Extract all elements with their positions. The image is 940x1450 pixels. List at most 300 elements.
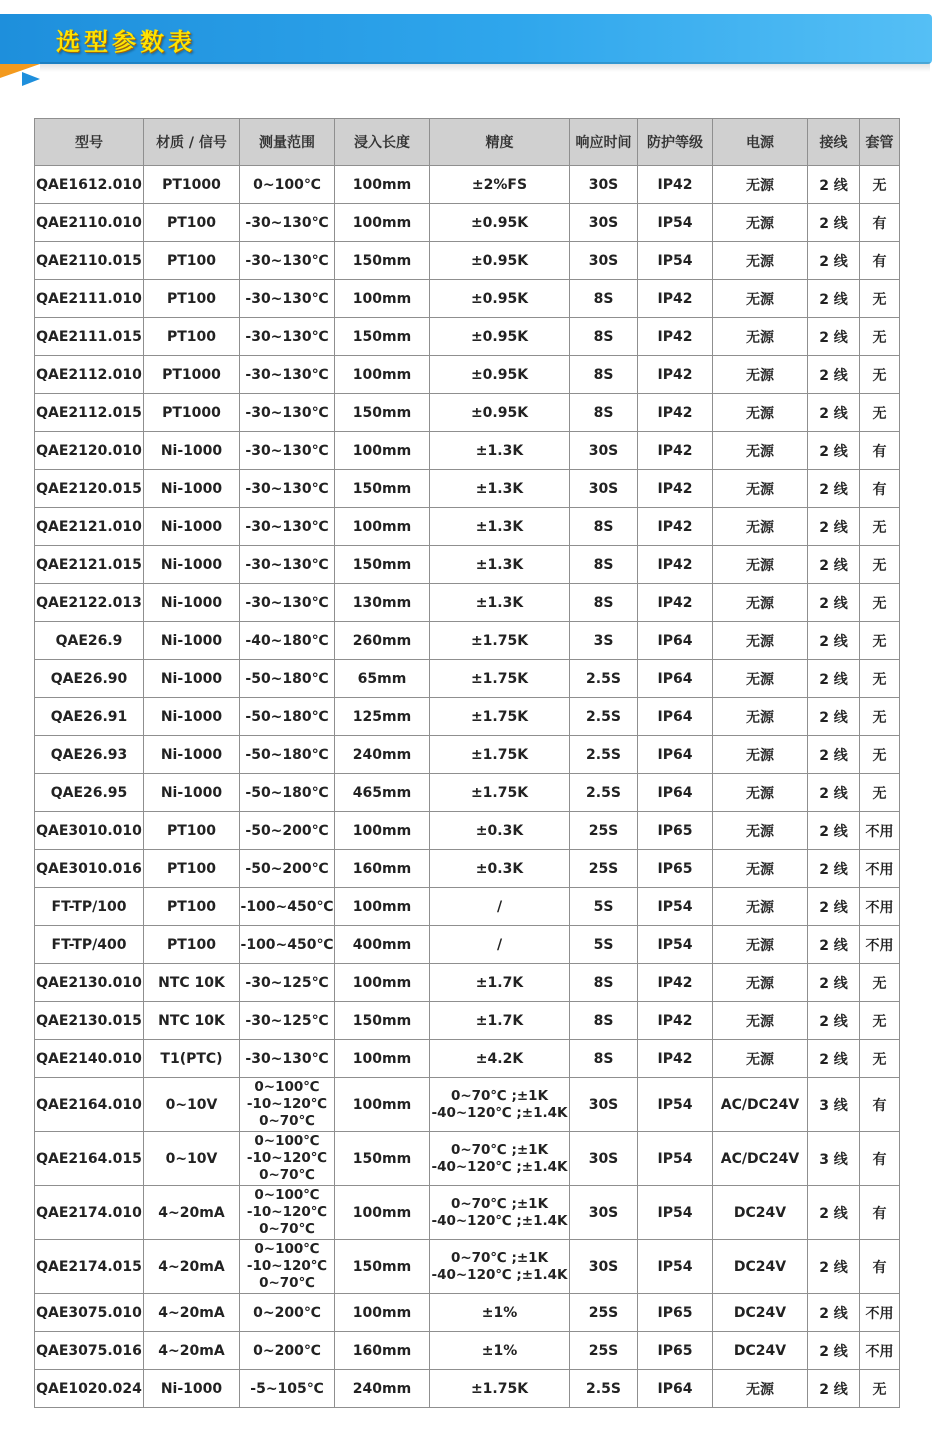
table-row: [35, 660, 900, 698]
cell-model: QAE2112.015: [35, 394, 144, 432]
cell-power: 无源: [713, 660, 808, 698]
cell-response-time: 8S: [570, 318, 638, 356]
cell-power: DC24V: [713, 1186, 808, 1240]
cell-protection: IP65: [638, 1332, 713, 1370]
cell-response-time: 2.5S: [570, 698, 638, 736]
cell-sleeve: 无: [860, 356, 900, 394]
cell-power: 无源: [713, 432, 808, 470]
cell-range: -50~180℃: [240, 698, 335, 736]
cell-power: 无源: [713, 1002, 808, 1040]
cell-wiring: 2 线: [808, 888, 860, 926]
cell-response-time: 25S: [570, 850, 638, 888]
cell-response-time: 2.5S: [570, 1370, 638, 1408]
cell-line: 0~70℃ ;±1K: [450, 1195, 549, 1212]
cell-range: 0~100℃: [240, 166, 335, 204]
cell-length: 100mm: [335, 1186, 430, 1240]
cell-length: 150mm: [335, 394, 430, 432]
cell-length: 260mm: [335, 622, 430, 660]
cell-protection: IP65: [638, 850, 713, 888]
cell-power: AC/DC24V: [713, 1078, 808, 1132]
cell-response-time: 2.5S: [570, 660, 638, 698]
cell-accuracy: ±1%: [430, 1294, 570, 1332]
cell-range: -30~130℃: [240, 546, 335, 584]
cell-wiring: 2 线: [808, 774, 860, 812]
table-row: [35, 432, 900, 470]
cell-response-time: 30S: [570, 1240, 638, 1294]
cell-protection: IP42: [638, 1002, 713, 1040]
cell-model: QAE2112.010: [35, 356, 144, 394]
cell-wiring: 2 线: [808, 394, 860, 432]
cell-material-signal: 4~20mA: [144, 1186, 240, 1240]
cell-length: 150mm: [335, 546, 430, 584]
cell-length: 150mm: [335, 1132, 430, 1186]
cell-length: 100mm: [335, 508, 430, 546]
cell-wiring: 2 线: [808, 584, 860, 622]
cell-response-time: 3S: [570, 622, 638, 660]
cell-protection: IP64: [638, 1370, 713, 1408]
cell-material-signal: Ni-1000: [144, 546, 240, 584]
cell-power: 无源: [713, 584, 808, 622]
cell-power: 无源: [713, 470, 808, 508]
cell-accuracy: ±1.3K: [430, 432, 570, 470]
cell-protection: IP42: [638, 1040, 713, 1078]
page-title: 选型参数表: [56, 28, 196, 56]
table-row: [35, 1132, 900, 1186]
cell-model: QAE2120.015: [35, 470, 144, 508]
cell-line: 0~70℃ ;±1K: [450, 1249, 549, 1266]
cell-accuracy: ±1.3K: [430, 584, 570, 622]
table-row: [35, 964, 900, 1002]
cell-range: [240, 1240, 335, 1294]
cell-material-signal: PT1000: [144, 166, 240, 204]
cell-wiring: 2 线: [808, 432, 860, 470]
column-header-range: 测量范围: [240, 119, 335, 166]
cell-length: 240mm: [335, 736, 430, 774]
cell-material-signal: Ni-1000: [144, 736, 240, 774]
cell-accuracy: [430, 1186, 570, 1240]
cell-material-signal: PT100: [144, 888, 240, 926]
cell-model: QAE2130.015: [35, 1002, 144, 1040]
table-row: [35, 508, 900, 546]
cell-range: [240, 1132, 335, 1186]
cell-accuracy: /: [430, 888, 570, 926]
cell-accuracy: ±0.3K: [430, 812, 570, 850]
cell-model: QAE26.93: [35, 736, 144, 774]
cell-line: -10~120℃: [246, 1204, 328, 1220]
cell-material-signal: 0~10V: [144, 1078, 240, 1132]
cell-sleeve: 无: [860, 280, 900, 318]
cell-material-signal: Ni-1000: [144, 508, 240, 546]
cell-wiring: 2 线: [808, 242, 860, 280]
cell-wiring: 2 线: [808, 964, 860, 1002]
cell-wiring: 2 线: [808, 736, 860, 774]
cell-length: 100mm: [335, 166, 430, 204]
cell-power: DC24V: [713, 1332, 808, 1370]
table-row: [35, 1078, 900, 1132]
cell-model: QAE1020.024: [35, 1370, 144, 1408]
cell-protection: IP42: [638, 470, 713, 508]
cell-power: 无源: [713, 166, 808, 204]
cell-protection: IP54: [638, 242, 713, 280]
cell-protection: IP54: [638, 1186, 713, 1240]
cell-wiring: 2 线: [808, 1002, 860, 1040]
cell-line: 0~70℃ ;±1K: [450, 1087, 549, 1104]
cell-response-time: 8S: [570, 964, 638, 1002]
cell-response-time: 30S: [570, 1186, 638, 1240]
cell-accuracy: ±1.7K: [430, 1002, 570, 1040]
table-row: [35, 1294, 900, 1332]
cell-accuracy: /: [430, 926, 570, 964]
cell-response-time: 30S: [570, 204, 638, 242]
table-row: [35, 1370, 900, 1408]
table-row: [35, 1002, 900, 1040]
cell-wiring: 2 线: [808, 1040, 860, 1078]
cell-wiring: 2 线: [808, 1370, 860, 1408]
cell-range: -50~180℃: [240, 774, 335, 812]
cell-response-time: 2.5S: [570, 736, 638, 774]
cell-range: -40~180℃: [240, 622, 335, 660]
cell-power: 无源: [713, 318, 808, 356]
cell-material-signal: 4~20mA: [144, 1332, 240, 1370]
banner-shadow: [40, 62, 930, 72]
cell-response-time: 30S: [570, 432, 638, 470]
column-header-accuracy: 精度: [430, 119, 570, 166]
table-row: [35, 736, 900, 774]
cell-material-signal: Ni-1000: [144, 774, 240, 812]
cell-protection: IP65: [638, 812, 713, 850]
cell-protection: IP54: [638, 926, 713, 964]
title-banner: [0, 14, 932, 64]
cell-model: QAE2122.013: [35, 584, 144, 622]
cell-sleeve: 无: [860, 698, 900, 736]
cell-sleeve: 有: [860, 432, 900, 470]
cell-protection: IP64: [638, 774, 713, 812]
cell-material-signal: PT1000: [144, 356, 240, 394]
table-row: [35, 622, 900, 660]
cell-length: 65mm: [335, 660, 430, 698]
cell-wiring: 2 线: [808, 1332, 860, 1370]
cell-accuracy: ±1.75K: [430, 736, 570, 774]
cell-range: -30~130℃: [240, 204, 335, 242]
cell-model: QAE3075.010: [35, 1294, 144, 1332]
cell-material-signal: PT1000: [144, 394, 240, 432]
cell-sleeve: 无: [860, 318, 900, 356]
cell-protection: IP54: [638, 1240, 713, 1294]
cell-response-time: 8S: [570, 394, 638, 432]
cell-range: -100~450℃: [240, 888, 335, 926]
cell-accuracy: ±1.75K: [430, 660, 570, 698]
cell-accuracy: ±1.3K: [430, 470, 570, 508]
cell-sleeve: 不用: [860, 850, 900, 888]
cell-power: 无源: [713, 964, 808, 1002]
cell-length: 160mm: [335, 1332, 430, 1370]
cell-line: -10~120℃: [246, 1096, 328, 1112]
cell-wiring: 2 线: [808, 660, 860, 698]
cell-response-time: 30S: [570, 1132, 638, 1186]
cell-power: 无源: [713, 888, 808, 926]
cell-range: -50~180℃: [240, 660, 335, 698]
cell-length: 100mm: [335, 1040, 430, 1078]
cell-wiring: 2 线: [808, 698, 860, 736]
cell-material-signal: PT100: [144, 318, 240, 356]
cell-power: 无源: [713, 394, 808, 432]
cell-wiring: 2 线: [808, 622, 860, 660]
cell-length: 150mm: [335, 470, 430, 508]
cell-model: QAE2110.010: [35, 204, 144, 242]
cell-range: -30~130℃: [240, 242, 335, 280]
cell-sleeve: 无: [860, 660, 900, 698]
column-header-material-signal: 材质 / 信号: [144, 119, 240, 166]
cell-length: 100mm: [335, 964, 430, 1002]
cell-sleeve: 无: [860, 166, 900, 204]
cell-power: 无源: [713, 622, 808, 660]
cell-material-signal: 4~20mA: [144, 1294, 240, 1332]
cell-power: 无源: [713, 812, 808, 850]
cell-accuracy: ±2%FS: [430, 166, 570, 204]
cell-length: 400mm: [335, 926, 430, 964]
cell-sleeve: 无: [860, 546, 900, 584]
cell-accuracy: ±0.3K: [430, 850, 570, 888]
cell-model: QAE2111.010: [35, 280, 144, 318]
cell-model: QAE1612.010: [35, 166, 144, 204]
cell-protection: IP54: [638, 204, 713, 242]
blue-arrow-icon: [22, 72, 40, 86]
cell-model: QAE2110.015: [35, 242, 144, 280]
cell-response-time: 30S: [570, 470, 638, 508]
cell-accuracy: ±0.95K: [430, 204, 570, 242]
cell-length: 100mm: [335, 812, 430, 850]
cell-protection: IP54: [638, 1078, 713, 1132]
cell-length: 100mm: [335, 1078, 430, 1132]
cell-model: QAE3075.016: [35, 1332, 144, 1370]
cell-range: 0~200℃: [240, 1294, 335, 1332]
cell-line: -40~120℃ ;±1.4K: [431, 1104, 568, 1121]
cell-range: -30~130℃: [240, 280, 335, 318]
cell-accuracy: ±0.95K: [430, 280, 570, 318]
cell-response-time: 2.5S: [570, 774, 638, 812]
cell-line: 0~70℃: [259, 1221, 315, 1237]
table-row: [35, 850, 900, 888]
cell-protection: IP42: [638, 584, 713, 622]
cell-protection: IP42: [638, 394, 713, 432]
cell-wiring: 2 线: [808, 850, 860, 888]
cell-length: 100mm: [335, 204, 430, 242]
table-body: [35, 166, 900, 1408]
cell-response-time: 30S: [570, 166, 638, 204]
cell-range: -100~450℃: [240, 926, 335, 964]
cell-range: -30~130℃: [240, 508, 335, 546]
cell-wiring: 2 线: [808, 1186, 860, 1240]
cell-line: 0~70℃: [259, 1113, 315, 1129]
cell-accuracy: ±1.7K: [430, 964, 570, 1002]
column-header-model: 型号: [35, 119, 144, 166]
cell-line: 0~100℃: [254, 1079, 320, 1095]
cell-range: [240, 1186, 335, 1240]
cell-protection: IP64: [638, 736, 713, 774]
cell-range: -30~130℃: [240, 394, 335, 432]
cell-wiring: 3 线: [808, 1132, 860, 1186]
cell-accuracy: ±4.2K: [430, 1040, 570, 1078]
cell-sleeve: 不用: [860, 926, 900, 964]
cell-sleeve: 无: [860, 622, 900, 660]
cell-response-time: 25S: [570, 1294, 638, 1332]
cell-material-signal: PT100: [144, 280, 240, 318]
cell-length: 150mm: [335, 1002, 430, 1040]
cell-power: DC24V: [713, 1294, 808, 1332]
cell-response-time: 5S: [570, 926, 638, 964]
cell-accuracy: ±1.3K: [430, 546, 570, 584]
cell-power: 无源: [713, 850, 808, 888]
cell-length: 100mm: [335, 356, 430, 394]
cell-sleeve: 有: [860, 470, 900, 508]
cell-material-signal: NTC 10K: [144, 964, 240, 1002]
cell-sleeve: 不用: [860, 888, 900, 926]
cell-accuracy: [430, 1240, 570, 1294]
cell-range: -5~105℃: [240, 1370, 335, 1408]
cell-accuracy: ±1.75K: [430, 774, 570, 812]
cell-model: QAE2164.015: [35, 1132, 144, 1186]
table-row: [35, 698, 900, 736]
cell-power: AC/DC24V: [713, 1132, 808, 1186]
cell-length: 150mm: [335, 318, 430, 356]
cell-sleeve: 有: [860, 204, 900, 242]
table-row: [35, 926, 900, 964]
cell-material-signal: T1(PTC): [144, 1040, 240, 1078]
cell-line: -10~120℃: [246, 1150, 328, 1166]
cell-sleeve: 无: [860, 394, 900, 432]
cell-sleeve: 无: [860, 1040, 900, 1078]
table-row: [35, 584, 900, 622]
table-row: [35, 774, 900, 812]
cell-material-signal: PT100: [144, 204, 240, 242]
cell-length: 130mm: [335, 584, 430, 622]
table-row: [35, 394, 900, 432]
cell-length: 100mm: [335, 432, 430, 470]
cell-sleeve: 有: [860, 1132, 900, 1186]
cell-length: 100mm: [335, 280, 430, 318]
cell-power: 无源: [713, 204, 808, 242]
cell-response-time: 8S: [570, 1040, 638, 1078]
cell-wiring: 2 线: [808, 166, 860, 204]
cell-range: -50~200℃: [240, 850, 335, 888]
cell-model: QAE2120.010: [35, 432, 144, 470]
cell-response-time: 30S: [570, 1078, 638, 1132]
cell-protection: IP42: [638, 166, 713, 204]
cell-wiring: 2 线: [808, 280, 860, 318]
cell-material-signal: Ni-1000: [144, 584, 240, 622]
cell-range: -30~130℃: [240, 356, 335, 394]
table-row: [35, 1040, 900, 1078]
cell-model: QAE26.9: [35, 622, 144, 660]
cell-response-time: 8S: [570, 508, 638, 546]
cell-power: 无源: [713, 508, 808, 546]
cell-accuracy: ±1%: [430, 1332, 570, 1370]
cell-range: -30~130℃: [240, 470, 335, 508]
cell-accuracy: [430, 1078, 570, 1132]
cell-accuracy: ±1.75K: [430, 1370, 570, 1408]
cell-power: 无源: [713, 698, 808, 736]
cell-protection: IP42: [638, 964, 713, 1002]
cell-model: FT-TP/100: [35, 888, 144, 926]
cell-line: -10~120℃: [246, 1258, 328, 1274]
cell-model: QAE26.90: [35, 660, 144, 698]
cell-model: QAE3010.016: [35, 850, 144, 888]
cell-power: 无源: [713, 774, 808, 812]
column-header-response-time: 响应时间: [570, 119, 638, 166]
cell-model: QAE2174.010: [35, 1186, 144, 1240]
cell-material-signal: PT100: [144, 242, 240, 280]
cell-sleeve: 无: [860, 508, 900, 546]
cell-line: 0~70℃: [259, 1167, 315, 1183]
cell-response-time: 5S: [570, 888, 638, 926]
cell-model: QAE2111.015: [35, 318, 144, 356]
cell-length: 125mm: [335, 698, 430, 736]
cell-accuracy: ±0.95K: [430, 356, 570, 394]
table-row: [35, 546, 900, 584]
cell-material-signal: Ni-1000: [144, 1370, 240, 1408]
cell-sleeve: 不用: [860, 1332, 900, 1370]
cell-line: 0~70℃ ;±1K: [450, 1141, 549, 1158]
cell-length: 465mm: [335, 774, 430, 812]
cell-power: 无源: [713, 280, 808, 318]
cell-wiring: 2 线: [808, 1240, 860, 1294]
cell-line: -40~120℃ ;±1.4K: [431, 1266, 568, 1283]
cell-power: 无源: [713, 1040, 808, 1078]
cell-accuracy: [430, 1132, 570, 1186]
cell-material-signal: Ni-1000: [144, 470, 240, 508]
cell-model: QAE3010.010: [35, 812, 144, 850]
cell-sleeve: 无: [860, 964, 900, 1002]
cell-response-time: 8S: [570, 546, 638, 584]
cell-response-time: 8S: [570, 584, 638, 622]
cell-material-signal: PT100: [144, 812, 240, 850]
cell-length: 150mm: [335, 242, 430, 280]
cell-line: 0~70℃: [259, 1275, 315, 1291]
table-row: [35, 1186, 900, 1240]
cell-sleeve: 无: [860, 736, 900, 774]
cell-accuracy: ±0.95K: [430, 318, 570, 356]
cell-wiring: 2 线: [808, 204, 860, 242]
cell-accuracy: ±1.75K: [430, 698, 570, 736]
cell-model: QAE2130.010: [35, 964, 144, 1002]
cell-wiring: 2 线: [808, 1294, 860, 1332]
cell-power: 无源: [713, 546, 808, 584]
cell-power: DC24V: [713, 1240, 808, 1294]
cell-material-signal: 0~10V: [144, 1132, 240, 1186]
cell-power: 无源: [713, 736, 808, 774]
cell-sleeve: 无: [860, 1370, 900, 1408]
column-header-wiring: 接线: [808, 119, 860, 166]
cell-length: 100mm: [335, 888, 430, 926]
column-header-protection: 防护等级: [638, 119, 713, 166]
cell-response-time: 8S: [570, 280, 638, 318]
table-row: [35, 1332, 900, 1370]
cell-sleeve: 有: [860, 1240, 900, 1294]
table-row: [35, 356, 900, 394]
cell-material-signal: Ni-1000: [144, 660, 240, 698]
cell-power: 无源: [713, 242, 808, 280]
cell-protection: IP64: [638, 698, 713, 736]
cell-sleeve: 不用: [860, 1294, 900, 1332]
cell-range: -30~130℃: [240, 318, 335, 356]
cell-model: QAE2121.015: [35, 546, 144, 584]
cell-response-time: 8S: [570, 1002, 638, 1040]
column-header-power: 电源: [713, 119, 808, 166]
cell-sleeve: 无: [860, 584, 900, 622]
cell-accuracy: ±0.95K: [430, 242, 570, 280]
table-row: [35, 242, 900, 280]
table-header-row: [35, 119, 900, 166]
